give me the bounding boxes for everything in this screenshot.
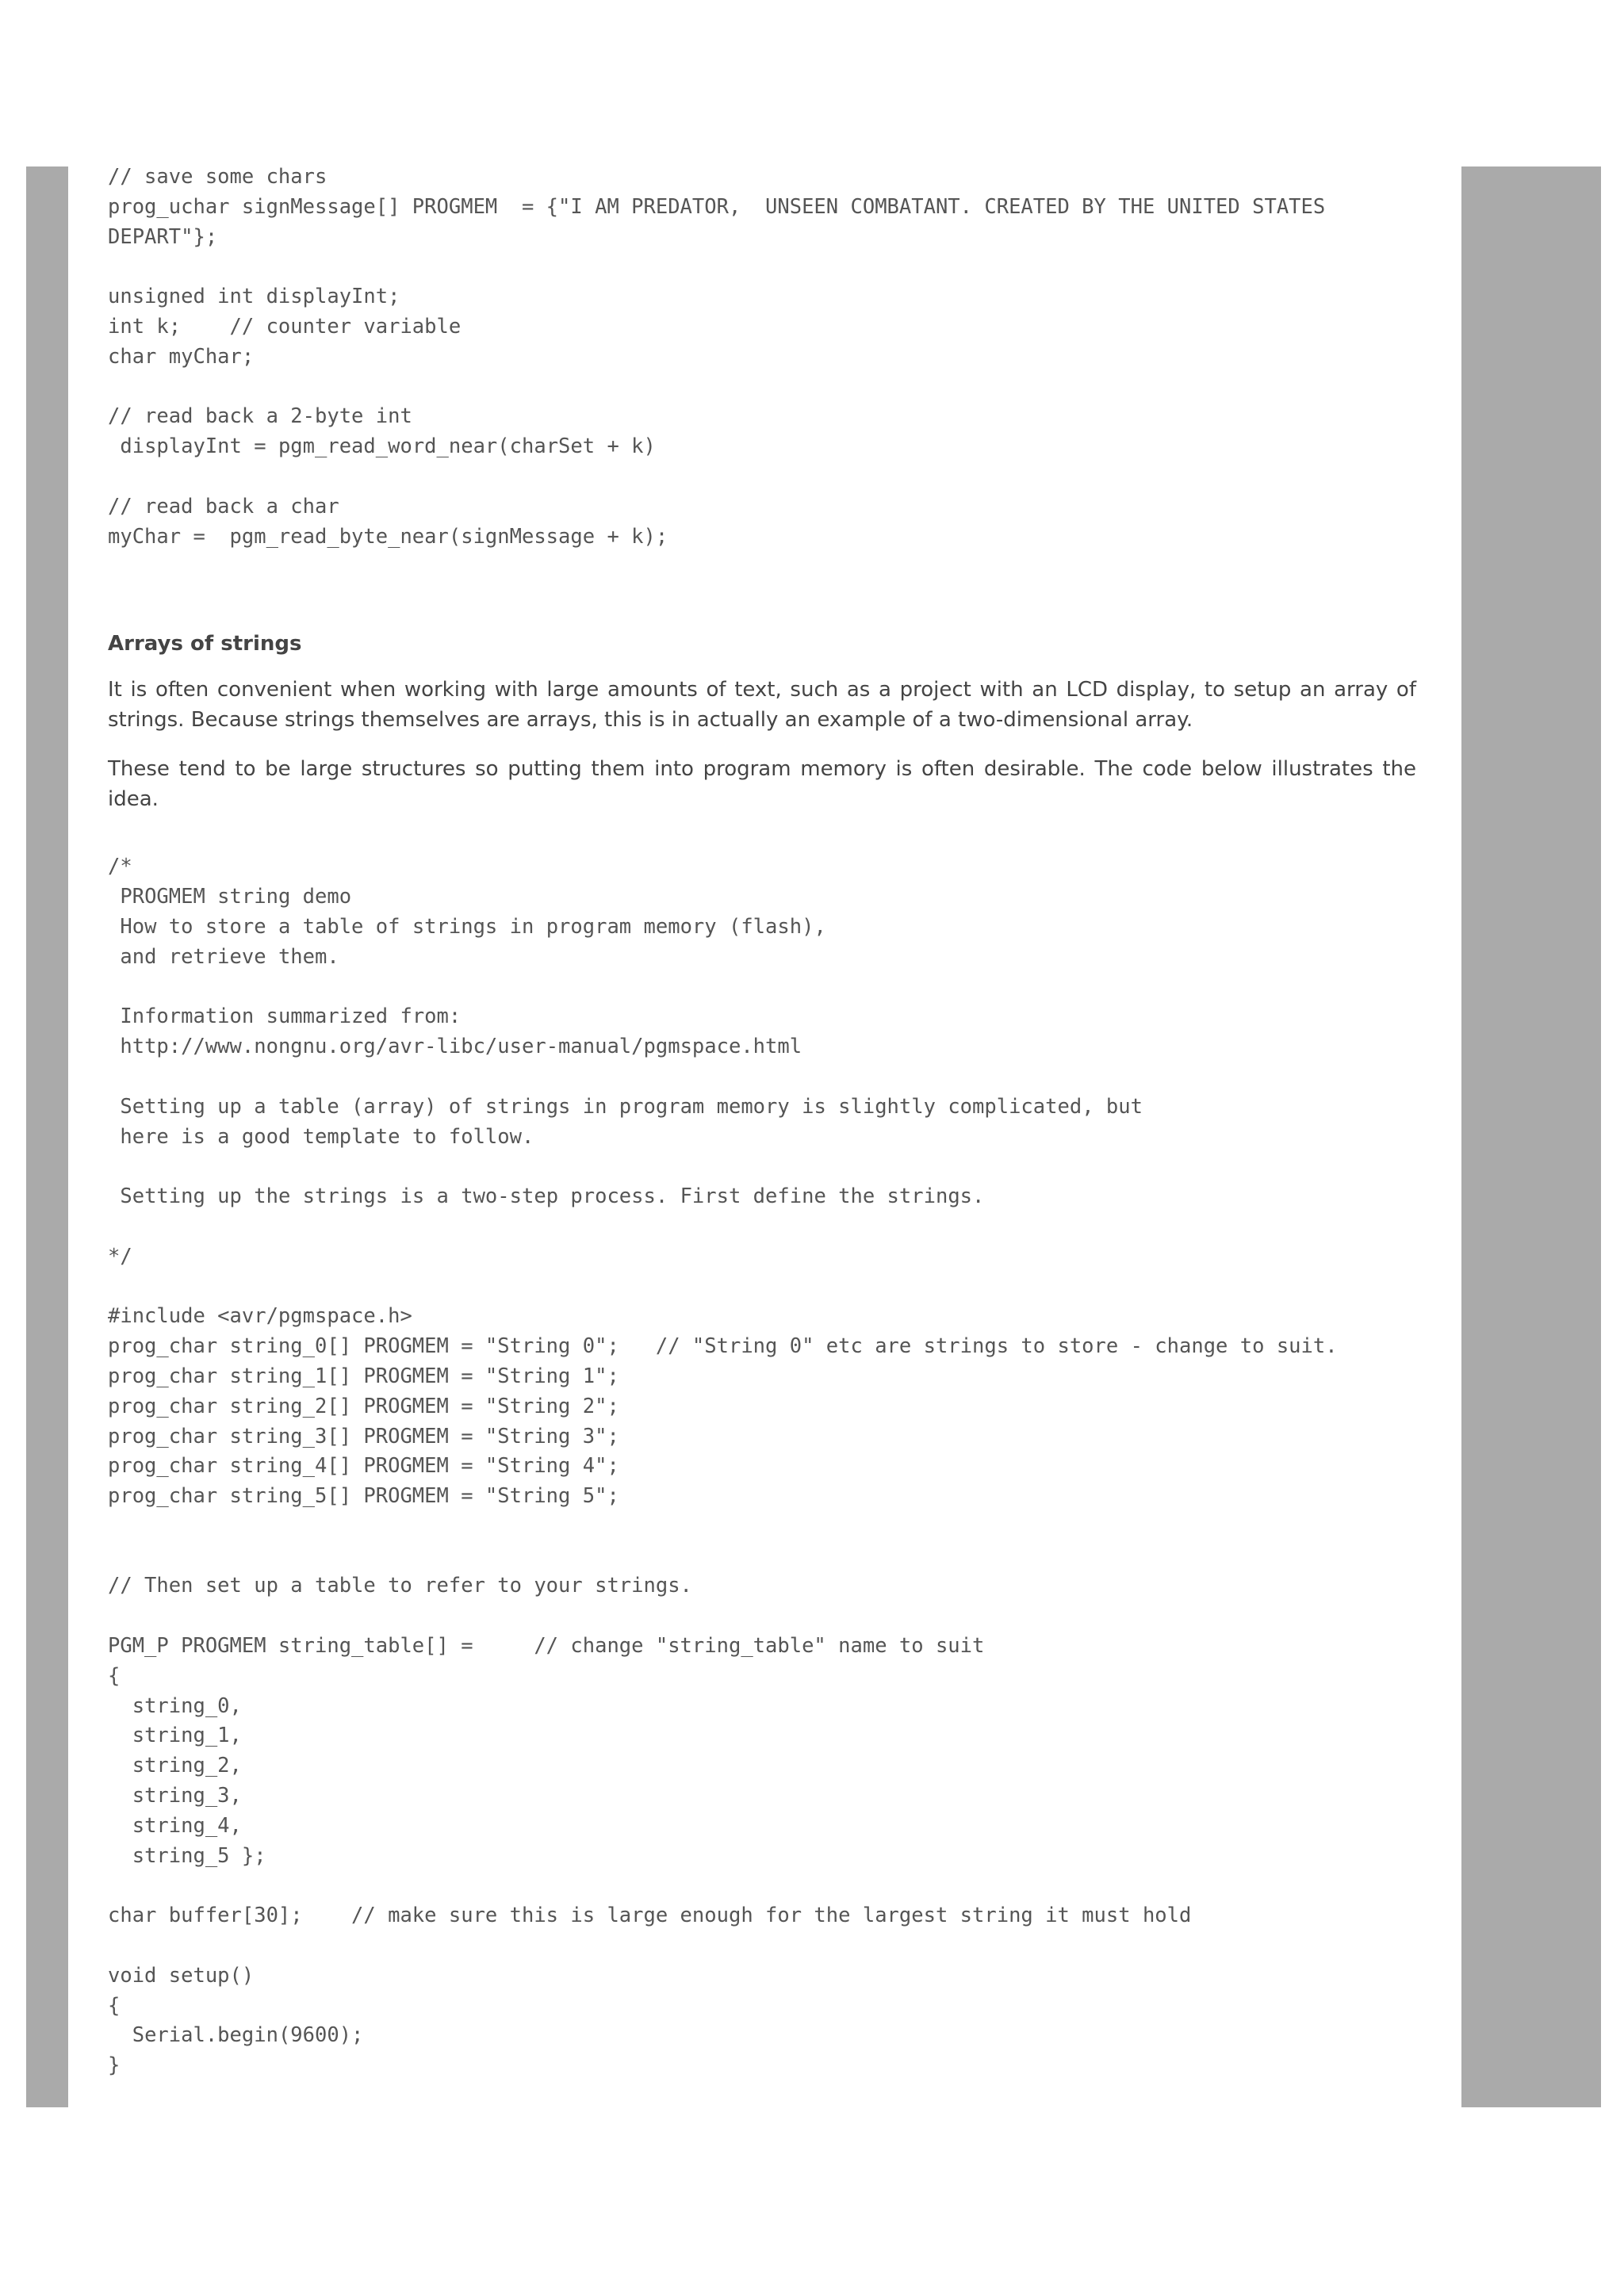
left-margin-bar: [26, 166, 68, 2107]
paragraph-program-memory: These tend to be large structures so putting them into program memory is often desirable. The code below illustrates the idea.: [108, 757, 1416, 811]
right-margin-bar: [1461, 166, 1601, 2107]
document-content: [108, 163, 1416, 2081]
code-block-progmem-read: // save some chars prog_uchar signMessage[] PROGMEM = {"I AM PREDATOR, UNSEEN COMBATANT. CREATED BY THE UNITED STATES DEPART"}; unsigned int displayInt; int k; // counter variable char myChar; // read back a 2-byte int displayInt = pgm_read_word_near(charSet + k) // read back a char myChar = pgm_read_byte_near(signMessage + k);: [108, 165, 1326, 549]
paragraph-intro: It is often convenient when working with large amounts of text, such as a project with an LCD display, to setup an array of strings. Because strings themselves are arrays, this is in actually an example of a two-dimensional array.: [108, 678, 1416, 732]
code-block-string-table: /* PROGMEM string demo How to store a table of strings in program memory (flash), and retrieve them. Information summarized from: http://www.nongnu.org/avr-libc/user-manual/pgmspace.html Setting up a table (array) of strings in program memory is slightly complicated, but here is a good template to follow. Setting up the strings is a two-step process. First define the strings. */ #include <avr/pgmspace.h> prog_char string_0[] PROGMEM = "String 0"; // "String 0" etc are strings to store - change to suit. prog_char string_1[] PROGMEM = "String 1"; prog_char string_2[] PROGMEM = "String 2"; prog_char string_3[] PROGMEM = "String 3"; prog_char string_4[] PROGMEM = "String 4"; prog_char string_5[] PROGMEM = "String 5"; // Then set up a table to refer to your strings. PGM_P PROGMEM string_table[] = // change "string_table" name to suit { string_0, string_1, string_2, string_3, string_4, string_5 }; char buffer[30]; // make sure this is large enough for the largest string it must hold void setup() { Serial.begin(9600); }: [108, 855, 1338, 2078]
section-heading: Arrays of strings: [108, 632, 302, 656]
